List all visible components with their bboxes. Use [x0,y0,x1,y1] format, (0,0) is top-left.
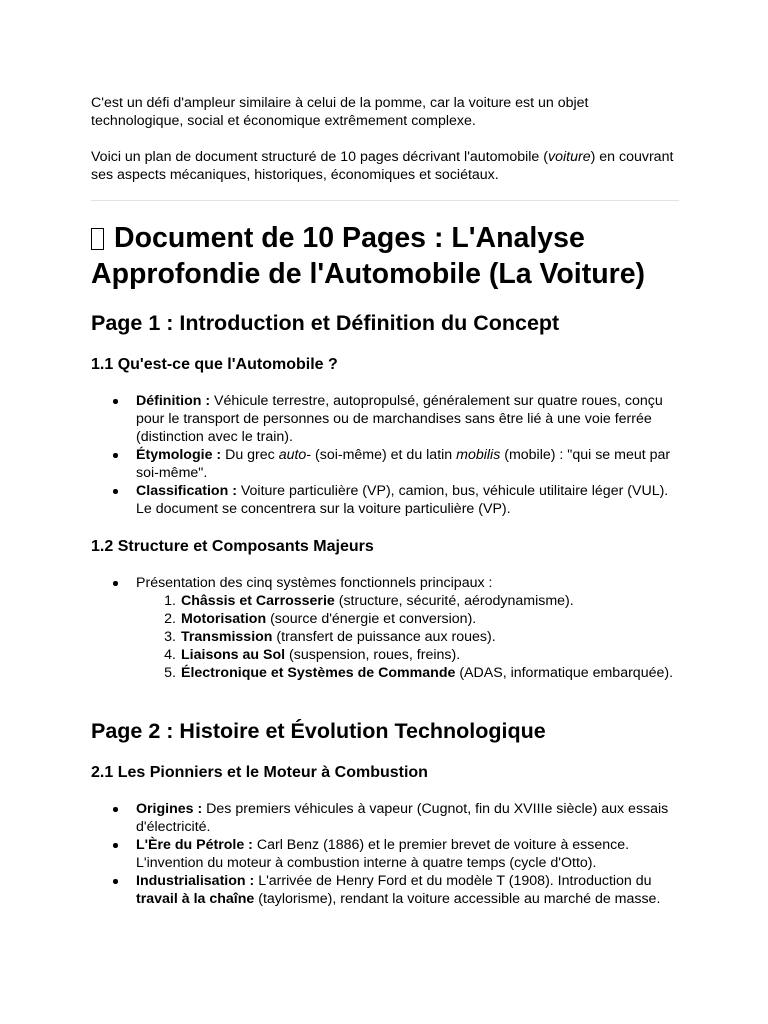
system-item-5: 5. Électronique et Systèmes de Commande (ADAS, informatique embarquée). [164,665,674,681]
section-2-1-heading: 2.1 Les Pionniers et le Moteur à Combustion [91,764,428,781]
section-2-1-list [91,800,679,908]
list-item-etymologie: Étymologie : Du grec auto- (soi-même) et du latin mobilis (mobile) : "qui se meut par soi-même". [91,446,679,482]
list-item-ere-petrole: L'Ère du Pétrole : Carl Benz (1886) et le premier brevet de voiture à essence. L'invention du moteur à combustion interne à quatre temps (cycle d'Otto). [91,836,679,872]
list-item-systems-intro: Présentation des cinq systèmes fonctionnels principaux : 1. Châssis et Carrosserie (structure, sécurité, aérodynamisme). 2. Motorisation (source d'énergie et conversion). 3. Transmission (transfert de puissance aux roues). 4. Liaisons au Sol (suspension, roues, freins). 5. Électronique et Systèmes de Commande (ADAS, informatique embarquée). [91,574,679,682]
section-1-2-heading: 1.2 Structure et Composants Majeurs [91,538,374,555]
section-1-1-list [91,392,679,518]
systems-numbered-list [136,592,679,682]
section-1-1-heading: 1.1 Qu'est-ce que l'Automobile ? [91,356,338,373]
missing-glyph-icon [91,228,104,250]
system-item-3: 3. Transmission (transfert de puissance aux roues). [164,629,496,645]
page1-heading: Page 1 : Introduction et Définition du Concept [91,311,560,335]
list-item-definition: Définition : Véhicule terrestre, autopropulsé, généralement sur quatre roues, conçu pour le transport de personnes ou de marchandises sans être lié à une voie ferrée (distinction avec le train). [91,392,679,446]
list-item-industrialisation: Industrialisation : L'arrivée de Henry Ford et du modèle T (1908). Introduction du travail à la chaîne (taylorisme), rendant la voiture accessible au marché de masse. [91,872,679,908]
page2-heading: Page 2 : Histoire et Évolution Technologique [91,719,546,743]
horizontal-rule [91,200,679,201]
emphasis-voiture: voiture [548,149,591,165]
list-item-classification: Classification : Voiture particulière (VP), camion, bus, véhicule utilitaire léger (VUL). Le document se concentrera sur la voiture particulière (VP). [91,482,679,518]
system-item-4: 4. Liaisons au Sol (suspension, roues, freins). [164,647,461,663]
section-1-2-list [91,574,679,682]
list-item-origines: Origines : Des premiers véhicules à vapeur (Cugnot, fin du XVIIIe siècle) aux essais d'électricité. [91,800,679,836]
document-title: Document de 10 Pages : L'Analyse Approfondie de l'Automobile (La Voiture) [91,222,646,290]
system-item-1: 1. Châssis et Carrosserie (structure, sécurité, aérodynamisme). [164,593,574,609]
intro-paragraph-1: C'est un défi d'ampleur similaire à celui de la pomme, car la voiture est un objet technologique, social et économique extrêmement complexe. [91,95,589,129]
system-item-2: 2. Motorisation (source d'énergie et conversion). [164,611,477,627]
intro-paragraph-2: Voici un plan de document structuré de 10 pages décrivant l'automobile (voiture) en couvrant ses aspects mécaniques, historiques, économiques et sociétaux. [91,149,674,183]
